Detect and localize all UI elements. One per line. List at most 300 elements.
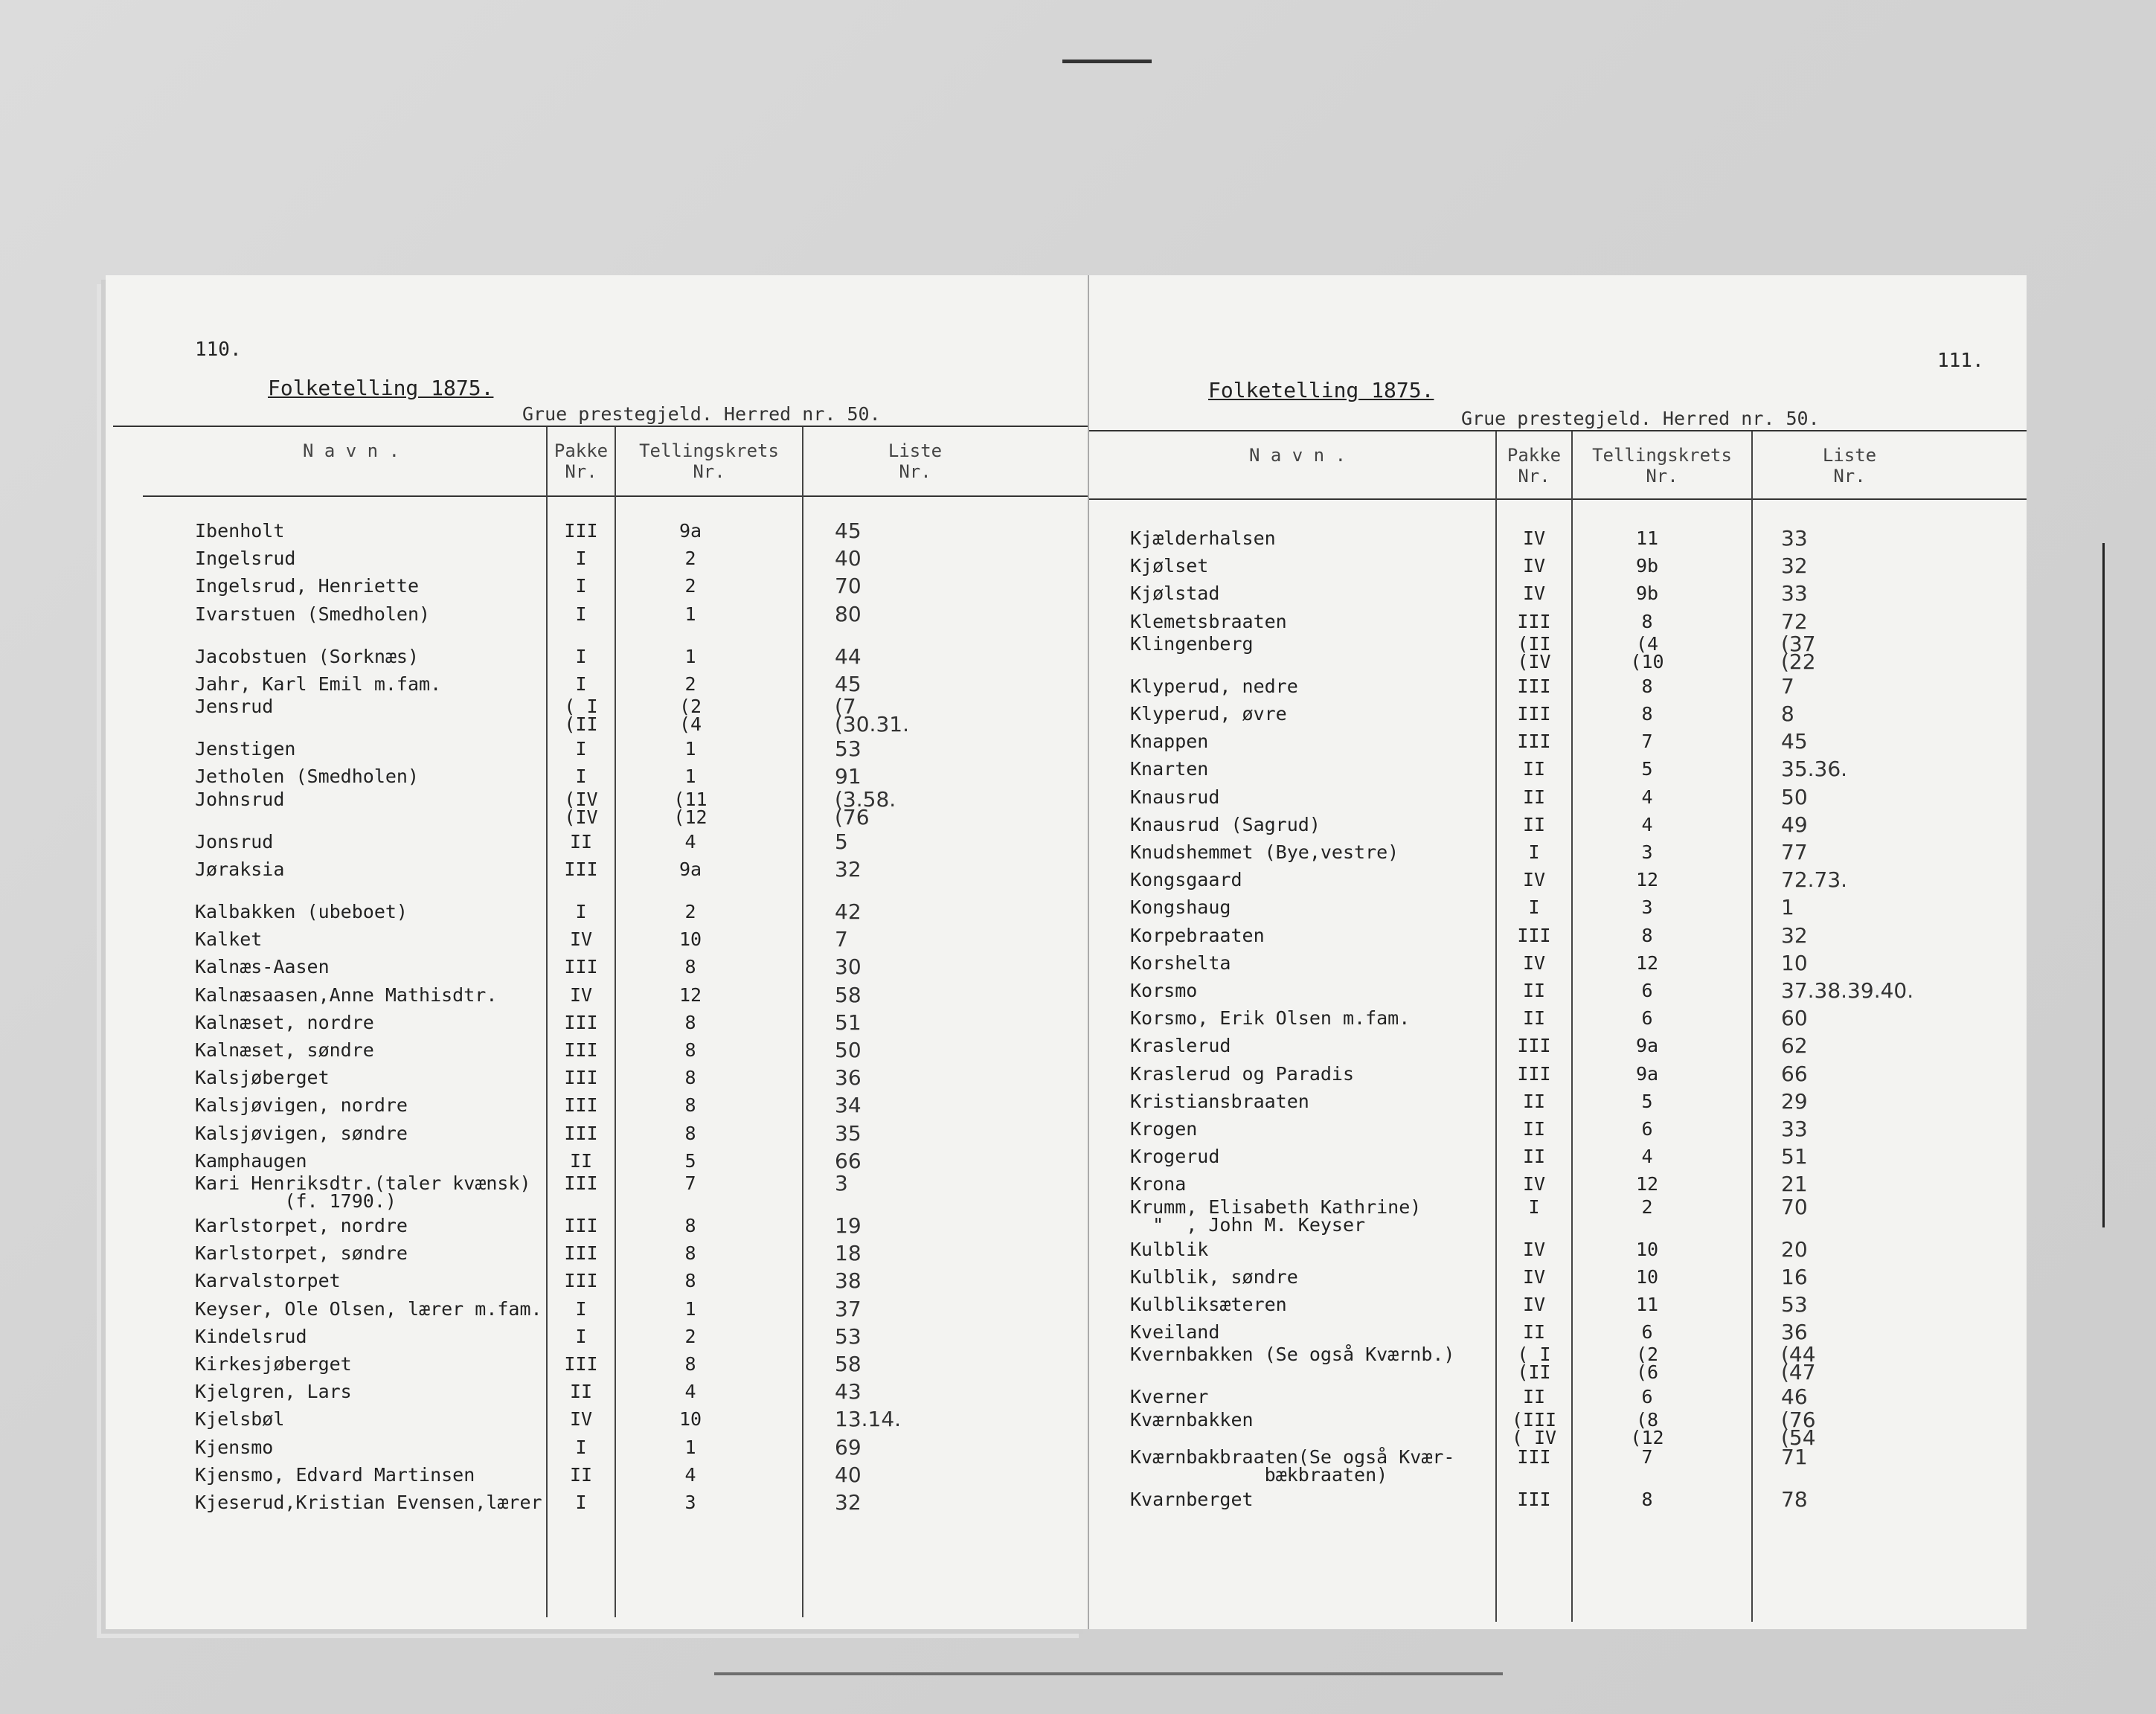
cell-pakke: II	[1522, 980, 1546, 1001]
cell-pakke: IV	[569, 928, 593, 951]
cell-liste: 7	[835, 927, 848, 952]
table-row	[1089, 1032, 2027, 1062]
cell-krets: 8	[1641, 610, 1653, 632]
table-row	[106, 572, 1088, 602]
header-top-rule	[1089, 430, 2027, 431]
cell-krets: 12	[1635, 1173, 1659, 1195]
table-row	[106, 1036, 1088, 1066]
cell-name: Kværnbakbraaten(Se også Kvær- bækbraaten)	[1130, 1445, 1455, 1486]
cell-name: Kvernbakken (Se også Kværnb.)	[1130, 1344, 1455, 1366]
cell-pakke: I	[575, 901, 587, 922]
cell-krets: 10	[678, 928, 702, 951]
cell-name: Klemetsbraaten	[1130, 610, 1287, 632]
cell-liste: 40	[835, 546, 862, 571]
cell-krets: 1	[684, 765, 696, 788]
table-row	[106, 600, 1088, 630]
cell-name: Kamphaugen	[195, 1149, 307, 1172]
table-row	[106, 828, 1088, 858]
table-row	[1089, 1486, 2027, 1515]
cell-pakke: IV	[569, 1408, 593, 1431]
cell-krets: 9a	[678, 858, 702, 880]
table-row	[106, 1378, 1088, 1408]
cell-liste: 72	[1781, 609, 1808, 634]
cell-liste: 33	[1781, 526, 1808, 551]
cell-krets: 2	[684, 901, 696, 922]
cell-name: Kulblik, søndre	[1130, 1265, 1298, 1288]
cell-liste: 58	[835, 982, 862, 1007]
cell-name: Jetholen (Smedholen)	[195, 765, 420, 788]
table-row	[1089, 1291, 2027, 1320]
cell-krets: (8 (12	[1630, 1408, 1664, 1448]
cell-liste: 66	[835, 1148, 862, 1173]
cell-name: Jenstigen	[195, 738, 296, 760]
cell-name: Klingenberg	[1130, 632, 1254, 655]
page-subtitle: Grue prestegjeld. Herred nr. 50.	[1461, 408, 1820, 429]
cell-name: Ingelsrud, Henriette	[195, 575, 420, 597]
table-row	[1089, 866, 2027, 896]
table-row	[1089, 1060, 2027, 1090]
cell-pakke: IV	[1522, 1173, 1546, 1195]
cell-pakke: III	[564, 1011, 598, 1033]
cell-name: Krogerud	[1130, 1146, 1220, 1168]
cell-krets: 8	[684, 1242, 696, 1265]
cell-liste: (37 (22	[1781, 631, 1816, 674]
cell-krets: 6	[1641, 1007, 1653, 1030]
table-row	[1089, 783, 2027, 813]
cell-krets: 4	[1641, 1146, 1653, 1168]
table-row	[106, 517, 1088, 547]
table-row	[106, 694, 1088, 737]
table-row	[1089, 977, 2027, 1007]
cell-pakke: IV	[1522, 1265, 1546, 1288]
cell-liste: 33	[1781, 1117, 1808, 1141]
cell-liste: 77	[1781, 840, 1808, 864]
cell-krets: 3	[684, 1492, 696, 1513]
cell-krets: 8	[1641, 1488, 1653, 1510]
header-bottom-rule	[1089, 498, 2027, 500]
cell-name: Knappen	[1130, 731, 1209, 753]
cell-krets: 6	[1641, 1321, 1653, 1344]
cell-krets: 5	[684, 1149, 696, 1172]
table-row	[106, 1064, 1088, 1094]
cell-pakke: IV	[1522, 1294, 1546, 1315]
table-row	[106, 1239, 1088, 1269]
cell-pakke: III	[564, 1242, 598, 1265]
cell-liste: 70	[835, 574, 862, 599]
cell-krets: 7	[1641, 731, 1653, 753]
cell-name: Kveiland	[1130, 1321, 1220, 1344]
cell-pakke: I	[575, 548, 587, 570]
cell-pakke: II	[1522, 1386, 1546, 1408]
cell-pakke: III	[1517, 731, 1551, 753]
cell-pakke: I	[575, 1492, 587, 1513]
table-row	[106, 981, 1088, 1011]
cell-pakke: II	[569, 830, 593, 853]
cell-krets: 9a	[1635, 1035, 1659, 1057]
cell-name: Kalsjøvigen, søndre	[195, 1122, 408, 1144]
cell-name: Kjeserud,Kristian Evensen,lærer	[195, 1492, 542, 1513]
cell-pakke: III	[1517, 924, 1551, 946]
table-row	[1089, 1115, 2027, 1145]
cell-liste: 44	[835, 643, 862, 669]
cell-name: Kjølset	[1130, 555, 1209, 577]
table-row	[106, 786, 1088, 829]
cell-krets: 2	[684, 1325, 696, 1347]
cell-pakke: I	[575, 1436, 587, 1458]
cell-name: Johnsrud	[195, 788, 285, 810]
cell-liste: 78	[1781, 1486, 1808, 1512]
table-row	[106, 1295, 1088, 1325]
table-row	[106, 925, 1088, 955]
cell-krets: 12	[1635, 951, 1659, 974]
cell-name: Karlstorpet, nordre	[195, 1215, 408, 1236]
table-row	[1089, 728, 2027, 757]
cell-pakke: (III ( IV	[1511, 1408, 1557, 1448]
cell-krets: 1	[684, 1436, 696, 1458]
table-row	[106, 735, 1088, 765]
cell-name: Knarten	[1130, 758, 1209, 780]
table-row	[106, 1323, 1088, 1352]
cell-name: Kjensmo	[195, 1436, 274, 1458]
cell-name: Kvarnberget	[1130, 1488, 1254, 1510]
cell-liste: 33	[1781, 581, 1808, 606]
cell-liste: 51	[1781, 1144, 1808, 1169]
cell-name: Kalnæset, søndre	[195, 1039, 374, 1061]
header-liste: Liste Nr.	[888, 440, 943, 482]
cell-krets: 8	[684, 1011, 696, 1033]
cell-name: Knausrud	[1130, 786, 1220, 808]
cell-liste: 66	[1781, 1061, 1808, 1086]
cell-name: Kraslerud	[1130, 1035, 1231, 1057]
cell-pakke: II	[1522, 1146, 1546, 1168]
cell-liste: 80	[835, 601, 862, 626]
cell-krets: (2 (4	[678, 696, 702, 736]
cell-pakke: III	[564, 1067, 598, 1089]
table-row	[1089, 949, 2027, 979]
cell-liste: 5	[835, 829, 848, 854]
cell-krets: 2	[1641, 1195, 1653, 1218]
cell-pakke: II	[1522, 758, 1546, 780]
cell-pakke: II	[1522, 1321, 1546, 1344]
page-number: 111.	[1937, 350, 1984, 372]
cell-name: Kongsgaard	[1130, 869, 1242, 891]
table-row	[1089, 700, 2027, 730]
cell-liste: 8	[1781, 702, 1794, 726]
cell-pakke: III	[1517, 675, 1551, 697]
cell-krets: 8	[1641, 924, 1653, 946]
cell-pakke: IV	[1522, 582, 1546, 605]
cell-liste: 10	[1781, 950, 1808, 975]
cell-krets: 2	[684, 548, 696, 570]
cell-pakke: I	[575, 673, 587, 695]
header-pakke: Pakke Nr.	[1507, 445, 1562, 487]
cell-name: Krumm, Elisabeth Kathrine) " , John M. Keyser	[1130, 1195, 1422, 1236]
cell-liste: 20	[1781, 1236, 1808, 1262]
cell-liste: 51	[835, 1010, 862, 1035]
table-row	[1089, 631, 2027, 674]
table-row	[1089, 1143, 2027, 1172]
cell-krets: 1	[684, 1297, 696, 1320]
cell-liste: 21	[1781, 1172, 1808, 1197]
cell-name: Ivarstuen (Smedholen)	[195, 603, 431, 625]
cell-pakke: I	[1528, 841, 1540, 863]
table-row	[1089, 1342, 2027, 1385]
cell-liste: 36	[835, 1065, 862, 1091]
cell-krets: 4	[684, 830, 696, 853]
cell-krets: 6	[1641, 1118, 1653, 1140]
cell-krets: 1	[684, 645, 696, 667]
table-row	[106, 1350, 1088, 1380]
cell-liste: (3.58. (76	[835, 786, 896, 829]
cell-krets: 4	[684, 1463, 696, 1486]
table-row	[106, 1461, 1088, 1491]
cell-name: Jacobstuen (Sorknæs)	[195, 645, 420, 667]
cell-name: Knausrud (Sagrud)	[1130, 813, 1321, 835]
left-page	[106, 275, 1088, 1629]
cell-pakke: II	[1522, 786, 1546, 808]
cell-pakke: I	[575, 1297, 587, 1320]
table-row	[1089, 755, 2027, 785]
cell-pakke: III	[1517, 1035, 1551, 1057]
cell-liste: 45	[835, 672, 862, 696]
cell-liste: 13.14.	[835, 1407, 902, 1432]
cell-krets: 5	[1641, 758, 1653, 780]
header-liste: Liste Nr.	[1822, 445, 1877, 487]
table-row	[106, 856, 1088, 885]
cell-liste: 72.73.	[1781, 867, 1848, 893]
cell-liste: 32	[835, 1490, 862, 1515]
cell-pakke: (II (IV	[1517, 632, 1551, 673]
cell-name: Kjølstad	[1130, 582, 1220, 605]
cell-liste: 19	[835, 1213, 862, 1238]
cell-liste: 40	[835, 1462, 862, 1487]
table-row	[106, 953, 1088, 983]
table-row	[106, 1267, 1088, 1297]
cell-krets: 9b	[1635, 555, 1659, 577]
cell-liste: 43	[835, 1379, 862, 1405]
cell-name: Klyperud, nedre	[1130, 675, 1298, 697]
cell-pakke: III	[1517, 610, 1551, 632]
table-row	[1089, 580, 2027, 609]
cell-name: Karlstorpet, søndre	[195, 1242, 408, 1265]
cell-krets: 3	[1641, 841, 1653, 863]
cell-krets: 7	[1641, 1445, 1653, 1468]
cell-pakke: IV	[1522, 951, 1546, 974]
cell-name: Kulbliksæteren	[1130, 1294, 1287, 1315]
cell-liste: 34	[835, 1093, 862, 1118]
cell-pakke: III	[564, 1215, 598, 1236]
cell-liste: 7	[1781, 673, 1794, 699]
header-tellingskrets: Tellingskrets Nr.	[639, 440, 779, 482]
cell-name: Kjælderhalsen	[1130, 527, 1276, 549]
cell-krets: 11	[1635, 527, 1659, 549]
right-page	[1088, 275, 2027, 1629]
cell-liste: 71	[1781, 1444, 1808, 1469]
cell-liste: (7 (30.31.	[835, 694, 909, 737]
page-title: Folketelling 1875.	[268, 376, 494, 400]
page-title: Folketelling 1875.	[1208, 378, 1434, 402]
cell-liste: 53	[835, 736, 862, 762]
cell-liste: 53	[835, 1323, 862, 1349]
cell-pakke: II	[569, 1149, 593, 1172]
cell-krets: 8	[684, 1215, 696, 1236]
header-navn: N a v n .	[1248, 445, 1347, 466]
cell-liste: 35	[835, 1120, 862, 1146]
cell-name: Kjelsbøl	[195, 1408, 285, 1431]
cell-pakke: III	[1517, 1488, 1551, 1510]
cell-name: Jahr, Karl Emil m.fam.	[195, 673, 442, 695]
table-row	[106, 898, 1088, 928]
cell-liste: 32	[1781, 922, 1808, 948]
cell-liste: 16	[1781, 1264, 1808, 1289]
table-row	[1089, 893, 2027, 923]
table-row	[1089, 552, 2027, 582]
cell-liste: 18	[835, 1241, 862, 1266]
cell-name: Korshelta	[1130, 951, 1231, 974]
cell-krets: 12	[678, 983, 702, 1006]
cell-name: Knudshemmet (Bye,vestre)	[1130, 841, 1399, 863]
cell-liste: 32	[1781, 553, 1808, 579]
cell-pakke: III	[1517, 1445, 1551, 1468]
cell-name: Kalnæs-Aasen	[195, 956, 330, 978]
cell-pakke: III	[564, 1270, 598, 1292]
cell-pakke: III	[564, 1172, 598, 1194]
cell-liste: 38	[835, 1268, 862, 1294]
cell-liste: 58	[835, 1352, 862, 1376]
cell-liste: 53	[1781, 1292, 1808, 1317]
cell-pakke: I	[575, 575, 587, 597]
cell-name: Jonsrud	[195, 830, 274, 853]
scan-mark-top	[1062, 60, 1152, 63]
table-row	[1089, 1194, 2027, 1236]
cell-name: Keyser, Ole Olsen, lærer m.fam.	[195, 1297, 542, 1320]
table-row	[1089, 673, 2027, 702]
cell-krets: 6	[1641, 980, 1653, 1001]
cell-name: Kirkesjøberget	[195, 1353, 352, 1375]
cell-name: Ingelsrud	[195, 548, 296, 570]
table-row	[1089, 1444, 2027, 1486]
table-row	[1089, 922, 2027, 951]
cell-name: Kalnæsaasen,Anne Mathisdtr.	[195, 983, 498, 1006]
cell-name: Krona	[1130, 1173, 1187, 1195]
cell-pakke: IV	[569, 983, 593, 1006]
table-row	[106, 1009, 1088, 1039]
cell-krets: 9a	[678, 520, 702, 542]
cell-liste: 91	[835, 764, 862, 789]
cell-krets: 4	[684, 1381, 696, 1403]
cell-krets: 9a	[1635, 1062, 1659, 1085]
cell-liste: 45	[1781, 729, 1808, 754]
cell-krets: 12	[1635, 869, 1659, 891]
cell-krets: 8	[684, 1270, 696, 1292]
cell-liste: 29	[1781, 1088, 1808, 1114]
cell-krets: 8	[684, 1094, 696, 1117]
page-subtitle: Grue prestegjeld. Herred nr. 50.	[522, 403, 881, 425]
cell-krets: (2 (6	[1635, 1344, 1659, 1384]
cell-pakke: ( I (II	[564, 696, 598, 736]
cell-liste: 1	[1781, 895, 1794, 920]
cell-krets: 2	[684, 673, 696, 695]
scan-mark-right	[2102, 543, 2105, 1227]
table-row	[106, 1212, 1088, 1242]
cell-krets: 5	[1641, 1090, 1653, 1112]
cell-krets: 8	[684, 1039, 696, 1061]
table-row	[1089, 838, 2027, 868]
table-row	[106, 1405, 1088, 1435]
cell-krets: 8	[684, 956, 696, 978]
cell-krets: (4 (10	[1630, 632, 1664, 673]
cell-pakke: III	[1517, 703, 1551, 725]
cell-krets: (11 (12	[673, 788, 708, 828]
cell-name: Korsmo	[1130, 980, 1198, 1001]
cell-krets: 8	[684, 1067, 696, 1089]
table-row	[106, 1171, 1088, 1212]
cell-pakke: ( I (II	[1517, 1344, 1551, 1384]
cell-name: Kværnbakken	[1130, 1408, 1254, 1431]
cell-liste: 62	[1781, 1033, 1808, 1059]
cell-name: Jensrud	[195, 696, 274, 718]
cell-pakke: III	[564, 1353, 598, 1375]
cell-name: Korsmo, Erik Olsen m.fam.	[1130, 1007, 1411, 1030]
cell-liste: 42	[835, 899, 862, 924]
cell-liste: (76 (54	[1781, 1407, 1816, 1450]
scan-mark-bottom	[714, 1672, 1503, 1675]
cell-pakke: (IV (IV	[564, 788, 598, 828]
cell-krets: 8	[1641, 675, 1653, 697]
cell-liste: 50	[835, 1038, 862, 1062]
cell-name: Karvalstorpet	[195, 1270, 341, 1292]
cell-krets: 10	[1635, 1265, 1659, 1288]
cell-name: Kjensmo, Edvard Martinsen	[195, 1463, 475, 1486]
cell-krets: 7	[684, 1172, 696, 1194]
table-row	[1089, 1088, 2027, 1117]
table-row	[106, 1091, 1088, 1121]
cell-pakke: IV	[1522, 555, 1546, 577]
header-tellingskrets: Tellingskrets Nr.	[1592, 445, 1732, 487]
cell-name: Kari Henriksdtr.(taler kvænsk) (f. 1790.)	[195, 1172, 531, 1212]
cell-liste: 37.38.39.40.	[1781, 978, 1914, 1003]
cell-krets: 10	[1635, 1238, 1659, 1260]
cell-liste: 46	[1781, 1384, 1808, 1410]
header-top-rule	[113, 426, 1088, 427]
table-row	[1089, 524, 2027, 554]
cell-name: Klyperud, øvre	[1130, 703, 1287, 725]
cell-pakke: III	[1517, 1062, 1551, 1085]
cell-krets: 8	[1641, 703, 1653, 725]
cell-name: Jøraksia	[195, 858, 285, 880]
cell-name: Kalsjøberget	[195, 1067, 330, 1089]
cell-pakke: III	[564, 1039, 598, 1061]
cell-pakke: I	[575, 738, 587, 760]
table-row	[106, 1120, 1088, 1149]
cell-name: Kverner	[1130, 1386, 1209, 1408]
cell-pakke: III	[564, 858, 598, 880]
cell-krets: 4	[1641, 813, 1653, 835]
table-row	[1089, 1004, 2027, 1034]
cell-krets: 9b	[1635, 582, 1659, 605]
cell-name: Kalbakken (ubeboet)	[195, 901, 408, 922]
cell-name: Kjelgren, Lars	[195, 1381, 352, 1403]
cell-name: Krogen	[1130, 1118, 1198, 1140]
cell-liste: 49	[1781, 812, 1808, 837]
table-row	[106, 643, 1088, 673]
cell-liste: 37	[835, 1296, 862, 1321]
cell-pakke: III	[564, 956, 598, 978]
cell-pakke: IV	[1522, 869, 1546, 891]
cell-liste: 45	[835, 519, 862, 543]
cell-name: Kristiansbraaten	[1130, 1090, 1309, 1112]
cell-liste: 35.36.	[1781, 757, 1848, 782]
